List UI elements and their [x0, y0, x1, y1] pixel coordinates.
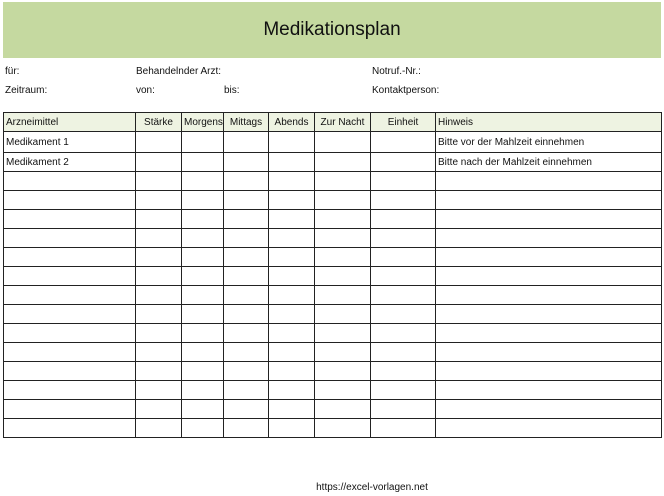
table-cell[interactable] — [136, 362, 182, 381]
table-cell[interactable] — [224, 172, 269, 191]
table-cell[interactable] — [436, 267, 662, 286]
table-cell[interactable] — [269, 324, 315, 343]
table-cell[interactable] — [224, 362, 269, 381]
table-cell[interactable] — [371, 286, 436, 305]
table-cell[interactable] — [182, 400, 224, 419]
table-cell[interactable] — [136, 248, 182, 267]
table-cell[interactable] — [315, 191, 371, 210]
table-row — [4, 132, 662, 153]
table-cell[interactable] — [224, 153, 269, 172]
table-cell[interactable]: Medikament 2 — [4, 153, 136, 172]
table-cell[interactable] — [371, 210, 436, 229]
table-cell[interactable] — [269, 400, 315, 419]
table-cell[interactable]: Bitte vor der Mahlzeit einnehmen — [436, 132, 662, 153]
table-cell[interactable] — [224, 248, 269, 267]
table-cell[interactable] — [371, 229, 436, 248]
table-cell[interactable] — [315, 132, 371, 153]
table-row — [4, 419, 662, 438]
table-cell[interactable] — [436, 286, 662, 305]
table-cell[interactable] — [182, 419, 224, 438]
table-row — [4, 153, 662, 172]
table-cell[interactable] — [182, 286, 224, 305]
table-cell[interactable] — [224, 305, 269, 324]
table-cell[interactable] — [4, 305, 136, 324]
table-cell[interactable] — [269, 229, 315, 248]
table-row — [4, 362, 662, 381]
col-header: Arzneimittel — [4, 113, 136, 132]
table-cell[interactable] — [269, 381, 315, 400]
table-cell[interactable] — [371, 267, 436, 286]
table-cell[interactable] — [371, 153, 436, 172]
table-cell[interactable] — [4, 419, 136, 438]
table-cell[interactable] — [136, 229, 182, 248]
table-cell[interactable] — [224, 343, 269, 362]
table-cell[interactable] — [136, 305, 182, 324]
table-cell[interactable] — [136, 172, 182, 191]
table-cell[interactable] — [136, 400, 182, 419]
table-cell[interactable] — [315, 210, 371, 229]
table-cell[interactable] — [4, 286, 136, 305]
table-cell[interactable] — [182, 305, 224, 324]
label-fuer: für: — [5, 66, 20, 77]
table-cell[interactable] — [436, 248, 662, 267]
table-cell[interactable] — [436, 305, 662, 324]
table-cell[interactable] — [4, 210, 136, 229]
table-cell[interactable] — [136, 343, 182, 362]
table-cell[interactable] — [269, 191, 315, 210]
table-cell[interactable] — [4, 172, 136, 191]
table-cell[interactable] — [182, 172, 224, 191]
label-bis: bis: — [224, 85, 240, 96]
table-cell[interactable] — [269, 362, 315, 381]
table-cell[interactable] — [224, 400, 269, 419]
table-cell[interactable] — [371, 132, 436, 153]
table-row — [4, 229, 662, 248]
table-row — [4, 400, 662, 419]
table-cell[interactable] — [182, 191, 224, 210]
table-cell[interactable] — [315, 286, 371, 305]
table-cell[interactable] — [136, 132, 182, 153]
table-row — [4, 210, 662, 229]
table-cell[interactable] — [315, 419, 371, 438]
col-header: Stärke — [136, 113, 182, 132]
table-row — [4, 286, 662, 305]
table-cell[interactable] — [436, 362, 662, 381]
table-cell[interactable] — [4, 229, 136, 248]
table-cell[interactable] — [182, 324, 224, 343]
table-cell[interactable] — [371, 305, 436, 324]
table-cell[interactable] — [315, 248, 371, 267]
table-cell[interactable] — [4, 324, 136, 343]
table-cell[interactable] — [371, 324, 436, 343]
table-cell[interactable] — [315, 362, 371, 381]
table-cell[interactable] — [371, 248, 436, 267]
table-cell[interactable] — [436, 324, 662, 343]
table-cell[interactable] — [436, 419, 662, 438]
table-cell[interactable] — [136, 191, 182, 210]
col-header: Mittags — [224, 113, 269, 132]
table-cell[interactable] — [371, 172, 436, 191]
table-cell[interactable] — [224, 419, 269, 438]
col-header: Abends — [269, 113, 315, 132]
table-cell[interactable] — [315, 343, 371, 362]
table-cell[interactable] — [315, 324, 371, 343]
table-cell[interactable] — [4, 381, 136, 400]
table-cell[interactable] — [224, 132, 269, 153]
table-cell[interactable] — [4, 191, 136, 210]
table-cell[interactable]: Medikament 1 — [4, 132, 136, 153]
table-cell[interactable] — [224, 229, 269, 248]
table-cell[interactable] — [4, 248, 136, 267]
table-header-row — [4, 113, 662, 132]
table-cell[interactable] — [436, 210, 662, 229]
table-cell[interactable] — [182, 248, 224, 267]
table-cell[interactable] — [269, 419, 315, 438]
table-cell[interactable]: Bitte nach der Mahlzeit einnehmen — [436, 153, 662, 172]
table-row — [4, 172, 662, 191]
table-cell[interactable] — [315, 153, 371, 172]
table-cell[interactable] — [182, 229, 224, 248]
table-cell[interactable] — [371, 191, 436, 210]
footer-url: https://excel-vorlagen.net — [316, 482, 428, 493]
label-zeitraum: Zeitraum: — [5, 85, 48, 96]
table-cell[interactable] — [269, 343, 315, 362]
table-cell[interactable] — [371, 400, 436, 419]
table-cell[interactable] — [269, 305, 315, 324]
table-cell[interactable] — [4, 267, 136, 286]
table-cell[interactable] — [269, 172, 315, 191]
table-row — [4, 305, 662, 324]
table-cell[interactable] — [269, 267, 315, 286]
page-title: Medikationsplan — [263, 19, 401, 40]
table-cell[interactable] — [4, 343, 136, 362]
table-cell[interactable] — [436, 343, 662, 362]
table-row — [4, 381, 662, 400]
table-cell[interactable] — [315, 229, 371, 248]
table-cell[interactable] — [224, 210, 269, 229]
table-cell[interactable] — [269, 248, 315, 267]
table-cell[interactable] — [436, 400, 662, 419]
table-cell[interactable] — [269, 210, 315, 229]
table-row — [4, 248, 662, 267]
table-cell[interactable] — [436, 381, 662, 400]
title-band — [3, 2, 661, 58]
table-cell[interactable] — [182, 210, 224, 229]
table-row — [4, 191, 662, 210]
table-cell[interactable] — [224, 324, 269, 343]
label-arzt: Behandelnder Arzt: — [136, 66, 222, 77]
table-cell[interactable] — [224, 191, 269, 210]
table-cell[interactable] — [136, 419, 182, 438]
table-row — [4, 324, 662, 343]
table-cell[interactable] — [436, 229, 662, 248]
table-cell[interactable] — [371, 343, 436, 362]
table-cell[interactable] — [136, 267, 182, 286]
col-header: Einheit — [371, 113, 436, 132]
table-cell[interactable] — [182, 267, 224, 286]
table-row — [4, 343, 662, 362]
table-row — [4, 267, 662, 286]
table-cell[interactable] — [136, 286, 182, 305]
table-cell[interactable] — [136, 210, 182, 229]
table-cell[interactable] — [4, 362, 136, 381]
label-kontakt: Kontaktperson: — [372, 85, 440, 96]
label-von: von: — [136, 85, 155, 96]
table-cell[interactable] — [315, 305, 371, 324]
label-notruf: Notruf.-Nr.: — [372, 66, 421, 77]
col-header: Hinweis — [436, 113, 662, 132]
table-cell[interactable] — [315, 267, 371, 286]
table-cell[interactable] — [182, 381, 224, 400]
table-cell[interactable] — [136, 381, 182, 400]
table-cell[interactable] — [269, 286, 315, 305]
table-cell[interactable] — [269, 132, 315, 153]
table-cell[interactable] — [182, 153, 224, 172]
table-cell[interactable] — [224, 381, 269, 400]
medication-table — [3, 112, 662, 438]
table-cell[interactable] — [371, 419, 436, 438]
col-header: Morgens — [182, 113, 224, 132]
table-cell[interactable] — [182, 362, 224, 381]
table-cell[interactable] — [182, 343, 224, 362]
table-cell[interactable] — [182, 132, 224, 153]
table-cell[interactable] — [224, 267, 269, 286]
table-cell[interactable] — [136, 153, 182, 172]
col-header: Zur Nacht — [315, 113, 371, 132]
table-cell[interactable] — [224, 286, 269, 305]
table-cell[interactable] — [136, 324, 182, 343]
table-cell[interactable] — [315, 400, 371, 419]
table-cell[interactable] — [436, 172, 662, 191]
table-cell[interactable] — [315, 381, 371, 400]
table-cell[interactable] — [4, 400, 136, 419]
table-cell[interactable] — [436, 191, 662, 210]
table-cell[interactable] — [315, 172, 371, 191]
table-cell[interactable] — [371, 381, 436, 400]
table-cell[interactable] — [371, 362, 436, 381]
table-cell[interactable] — [269, 153, 315, 172]
